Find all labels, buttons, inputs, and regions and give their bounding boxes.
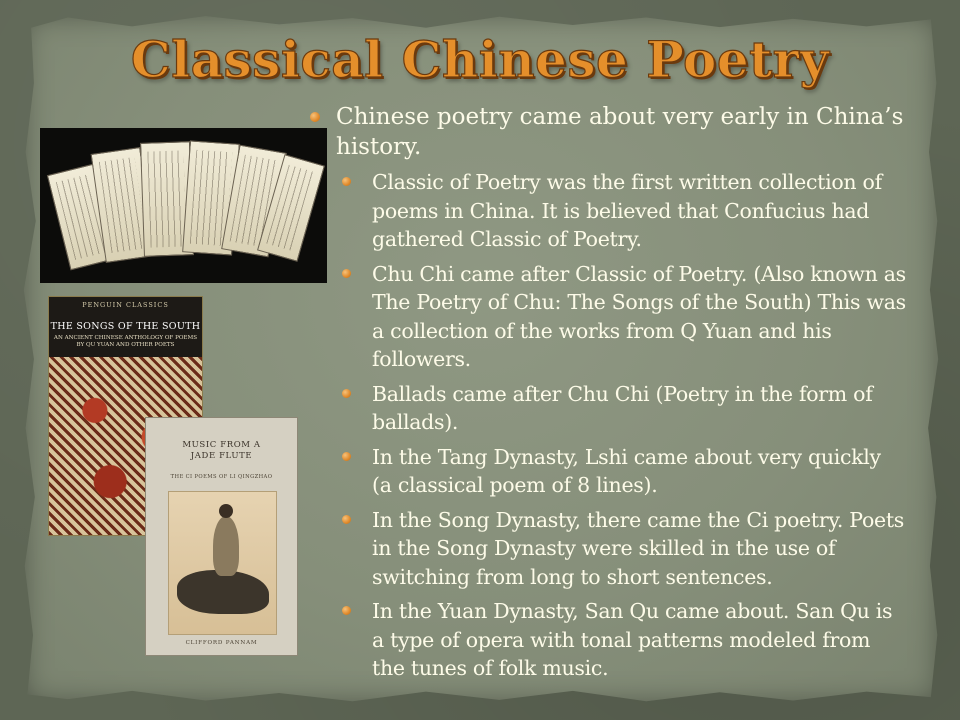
bullet-text: In the Yuan Dynasty, San Qu came about. San Qu is a type of opera with tonal patterns modeled from the tunes of folk music. — [372, 599, 893, 680]
bullet-text: In the Song Dynasty, there came the Ci poetry. Poets in the Song Dynasty were skilled in the use of switching from long to short sentences. — [372, 507, 905, 589]
bamboo-scrolls-image — [40, 128, 327, 283]
bullet-list — [306, 102, 906, 689]
bullet-dot-icon — [342, 177, 351, 186]
list-item — [336, 506, 906, 592]
bullet-dot-icon — [342, 515, 351, 524]
bullet-dot-icon — [342, 269, 351, 278]
bullet-text: Ballads came after Chu Chi (Poetry in the form of ballads). — [372, 381, 873, 434]
list-item — [336, 380, 906, 437]
cover-publisher: PENGUIN CLASSICS — [82, 301, 169, 309]
bullet-dot-icon — [342, 389, 351, 398]
bullet-dot-icon — [342, 606, 351, 615]
list-item — [306, 102, 906, 162]
painting-figure-head — [219, 504, 233, 518]
bullet-text: In the Tang Dynasty, Lshi came about very quickly (a classical poem of 8 lines). — [372, 444, 881, 497]
bullet-text: Chu Chi came after Classic of Poetry. (Also known as The Poetry of Chu: The Songs of the South) This was a collection of the works from Q Yuan and his followers. — [372, 261, 906, 371]
bullet-dot-icon — [310, 112, 320, 122]
cover-author: CLIFFORD PANNAM — [185, 640, 258, 646]
list-item — [336, 443, 906, 500]
cover-subtitle: AN ANCIENT CHINESE ANTHOLOGY OF POEMS BY QU YUAN AND OTHER POETS — [53, 335, 198, 348]
cover-painting — [168, 491, 277, 635]
painting-figure — [213, 516, 239, 576]
bullet-dot-icon — [342, 452, 351, 461]
list-item — [336, 597, 906, 683]
cover-subtitle: THE CI POEMS OF LI QINGZHAO — [170, 474, 273, 480]
cover-title-band — [49, 297, 202, 357]
cover-title: THE SONGS OF THE SOUTH — [50, 321, 201, 332]
jade-flute-book-cover — [145, 417, 298, 656]
list-item — [336, 260, 906, 374]
bullet-text: Classic of Poetry was the first written collection of poems in China. It is believed that Confucius had gathered Classic of Poetry. — [372, 170, 882, 251]
painting-rock — [177, 570, 269, 614]
list-item — [336, 168, 906, 254]
cover-title: MUSIC FROM A JADE FLUTE — [182, 440, 261, 461]
bullet-text: Chinese poetry came about very early in China’s history. — [336, 104, 904, 160]
slide-title: Classical Chinese Poetry — [130, 30, 830, 89]
